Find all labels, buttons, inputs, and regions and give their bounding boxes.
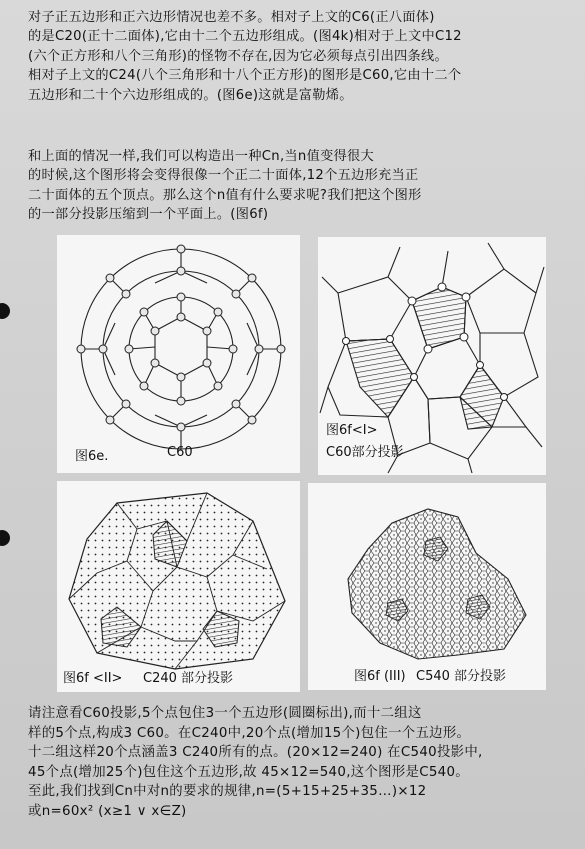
paragraph-1: 对子正五边形和正六边形情况也差不多。相对子上文的C6(正八面体) 的是C20(正十二面体),它由十二个五边形组成。(图4k)相对于上文中C12 (六个正方形和八个三角形)的怪物不存在,因为它必须每点引出四条线。 相对子上文的C24(八个三角形和十八个正方形)的图形是C60,它由十二个 五边形和二十个六边形组成的。(图6e)这就是富勒烯。 <box>28 10 462 103</box>
paragraph-3: 请注意看C60投影,5个点包住3一个五边形(圆圈标出),而十二组这 样的5个点,构成3 C60。在C240中,20个点(增加15个)包住一个五边形。 十二组这样20个点涵盖3 C240所有的点。(20×12=240) 在C540投影中, 45个点(增加25个)包住这个五边形,故 45×12=540,这个图形是C540。 至此,我们找到Cn中对n的要求的规律,n=(5+15+25+35…)×12 或n=60x² (x≥1 ∨ x∈Z) <box>28 706 483 819</box>
figure-6f-3-c540-projection <box>308 483 546 690</box>
figure-6e-label: 图6e. <box>75 449 109 464</box>
figure-6f-2-name: C240 部分投影 <box>143 671 234 686</box>
paragraph-2: 和上面的情况一样,我们可以构造出一种Cn,当n值变得很大 的时候,这个图形将会变得很像一个正二十面体,12个五边形充当正 二十面体的五个顶点。那么这个n值有什么要求呢?我们把这个图形 的一部分投影压缩到一个平面上。(图6f) <box>28 149 422 223</box>
figure-6e-name: C60 <box>167 445 193 460</box>
figure-6f-3-label: 图6f (III) <box>354 669 406 684</box>
c60-projection-drawing <box>318 237 546 475</box>
figure-6f-2-label: 图6f <II> <box>63 671 123 686</box>
figure-6f-2-c240-projection <box>57 481 300 692</box>
figure-6f-1-name: C60部分投影 <box>326 445 404 460</box>
figure-6e-c60 <box>57 235 300 473</box>
c240-projection-drawing <box>57 481 300 692</box>
figure-6f-3-name: C540 部分投影 <box>416 669 507 684</box>
c60-drawing <box>57 235 300 473</box>
binder-hole <box>0 530 10 546</box>
c540-projection-drawing <box>308 483 546 690</box>
figure-6f-1-label: 图6f<I> <box>326 423 378 438</box>
binder-hole <box>0 303 10 319</box>
figure-6f-1-c60-projection <box>318 237 546 475</box>
